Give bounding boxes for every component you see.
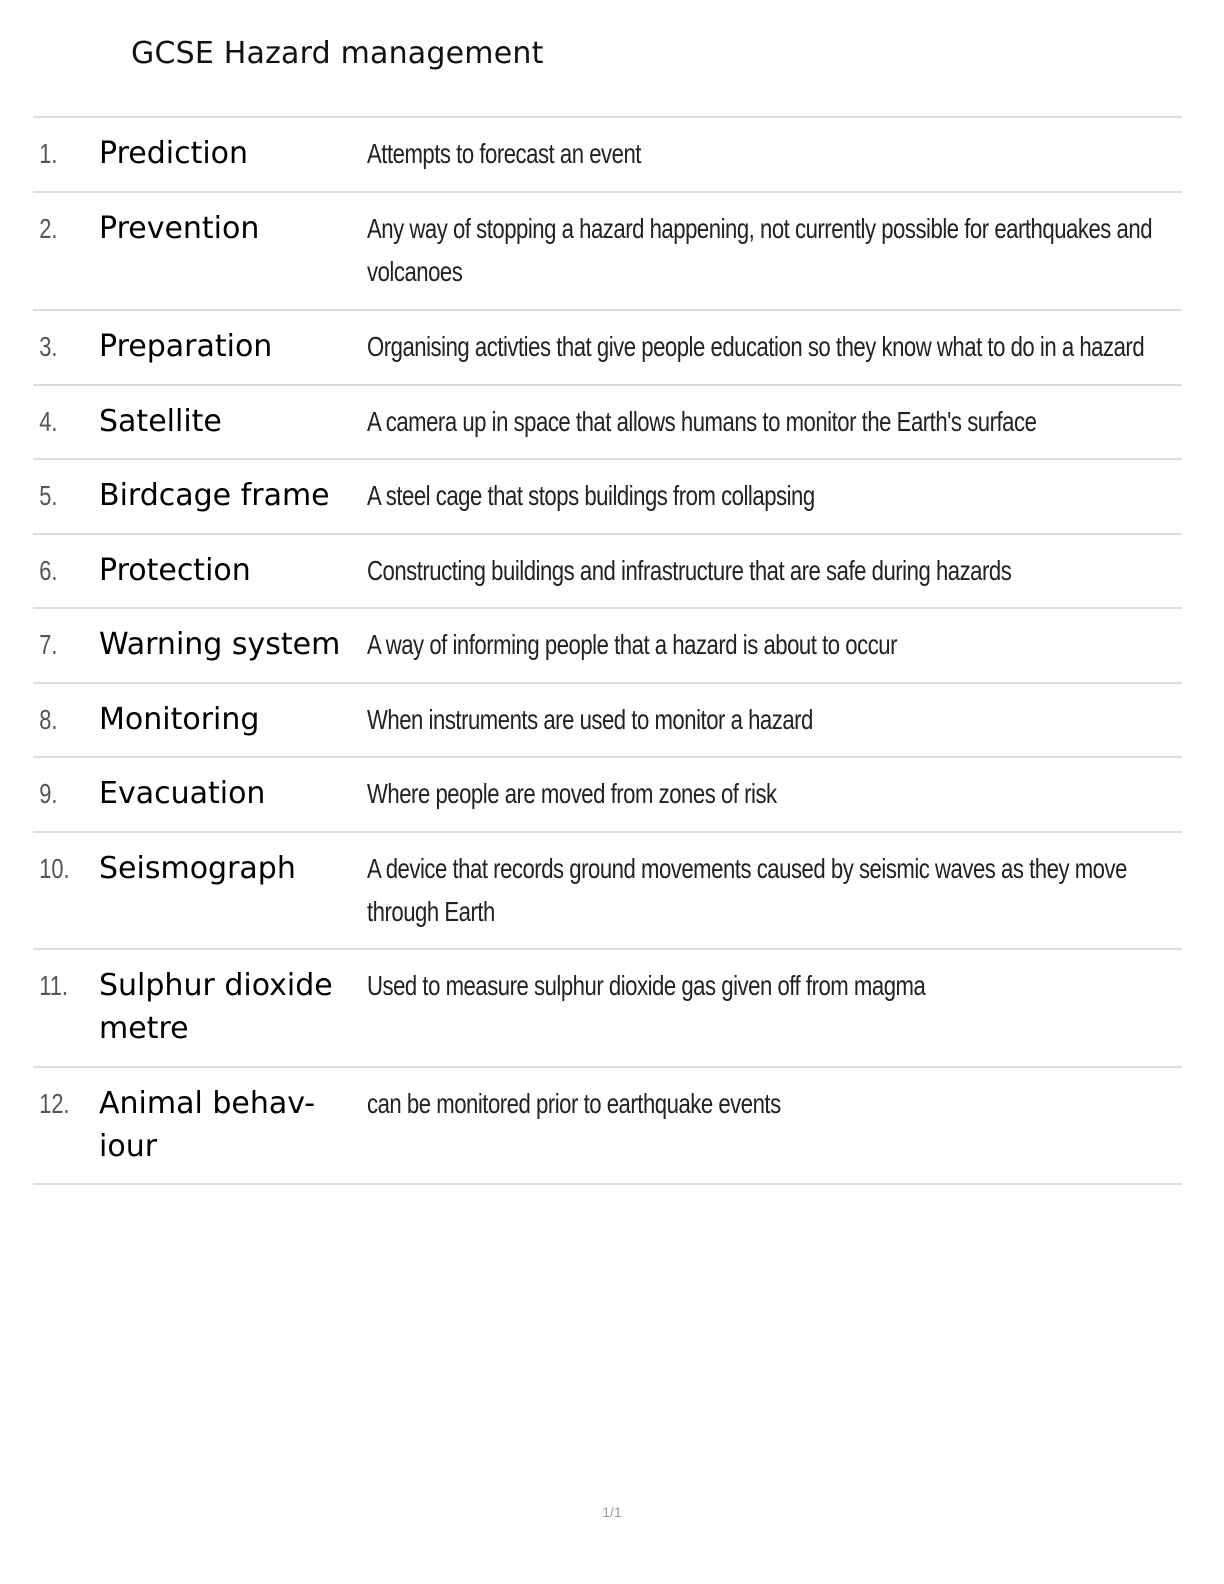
row-number: 5. [39,480,58,511]
glossary-row [33,118,1182,193]
term-definition [367,132,1224,191]
term-label: Seismograph [99,851,296,886]
term-definition [367,549,1224,607]
term-definition [367,847,1224,948]
term-label: Evacuation [99,776,266,811]
page-number: 1/1 [602,1504,622,1520]
definition-text: Constructing buildings and infrastructure that are safe during hazards [367,555,1012,586]
term-definition [367,772,1224,831]
term-label: Prevention [99,211,260,246]
term-definition [367,207,1224,309]
definition-text: can be monitored prior to earthquake events [367,1088,781,1119]
row-number: 8. [39,704,58,735]
definition-text: A camera up in space that allows humans to monitor the Earth's surface [367,406,1037,437]
definition-text: Any way of stopping a hazard happening, not currently possible for earthquakes and volcanoes [367,213,1153,287]
term-label: Satellite [99,404,222,439]
term-label: Birdcage frame [99,478,330,513]
row-number: 12. [39,1088,70,1119]
glossary-row [33,950,1182,1068]
definition-text: Where people are moved from zones of risk [367,778,777,809]
term-definition [367,698,1224,756]
term-definition [367,325,1224,384]
definition-text: A device that records ground movements caused by seismic waves as they move through Earth [367,853,1127,927]
term-label: Animal behav-iour [99,1086,316,1164]
row-number: 2. [39,213,58,244]
row-number: 7. [39,629,58,660]
definition-text: Organising activties that give people education so they know what to do in a hazard [367,331,1145,362]
glossary-row [33,1068,1182,1185]
row-number: 10. [39,853,70,884]
row-number: 4. [39,406,58,437]
definition-text: When instruments are used to monitor a hazard [367,704,813,735]
definition-text: A steel cage that stops buildings from collapsing [367,480,815,511]
term-label: Warning system [99,627,341,662]
row-number: 11. [39,970,68,1001]
definition-text: Attempts to forecast an event [367,138,641,169]
term-label: Prediction [99,136,249,171]
term-label: Monitoring [99,702,260,737]
definition-text: Used to measure sulphur dioxide gas given off from magma [367,970,926,1001]
glossary-table [33,116,1182,1185]
row-number: 9. [39,778,58,809]
glossary-row [33,758,1182,833]
term-label: Preparation [99,329,273,364]
term-definition [367,964,1224,1066]
term-definition [367,1082,1224,1183]
row-number: 6. [39,555,58,586]
page-title: GCSE Hazard management [131,36,544,71]
row-number: 3. [39,331,58,362]
glossary-row [33,535,1182,609]
glossary-row [33,193,1182,311]
term-label: Sulphur dioxide metre [99,968,333,1046]
glossary-row [33,684,1182,758]
term-definition [367,623,1224,682]
glossary-row [33,386,1182,460]
glossary-row [33,311,1182,386]
term-definition [367,400,1224,458]
glossary-row [33,609,1182,684]
row-number: 1. [39,138,58,169]
term-definition [367,474,1224,533]
glossary-row [33,833,1182,950]
definition-text: A way of informing people that a hazard is about to occur [367,629,898,660]
term-label: Protection [99,553,251,588]
glossary-row [33,460,1182,535]
